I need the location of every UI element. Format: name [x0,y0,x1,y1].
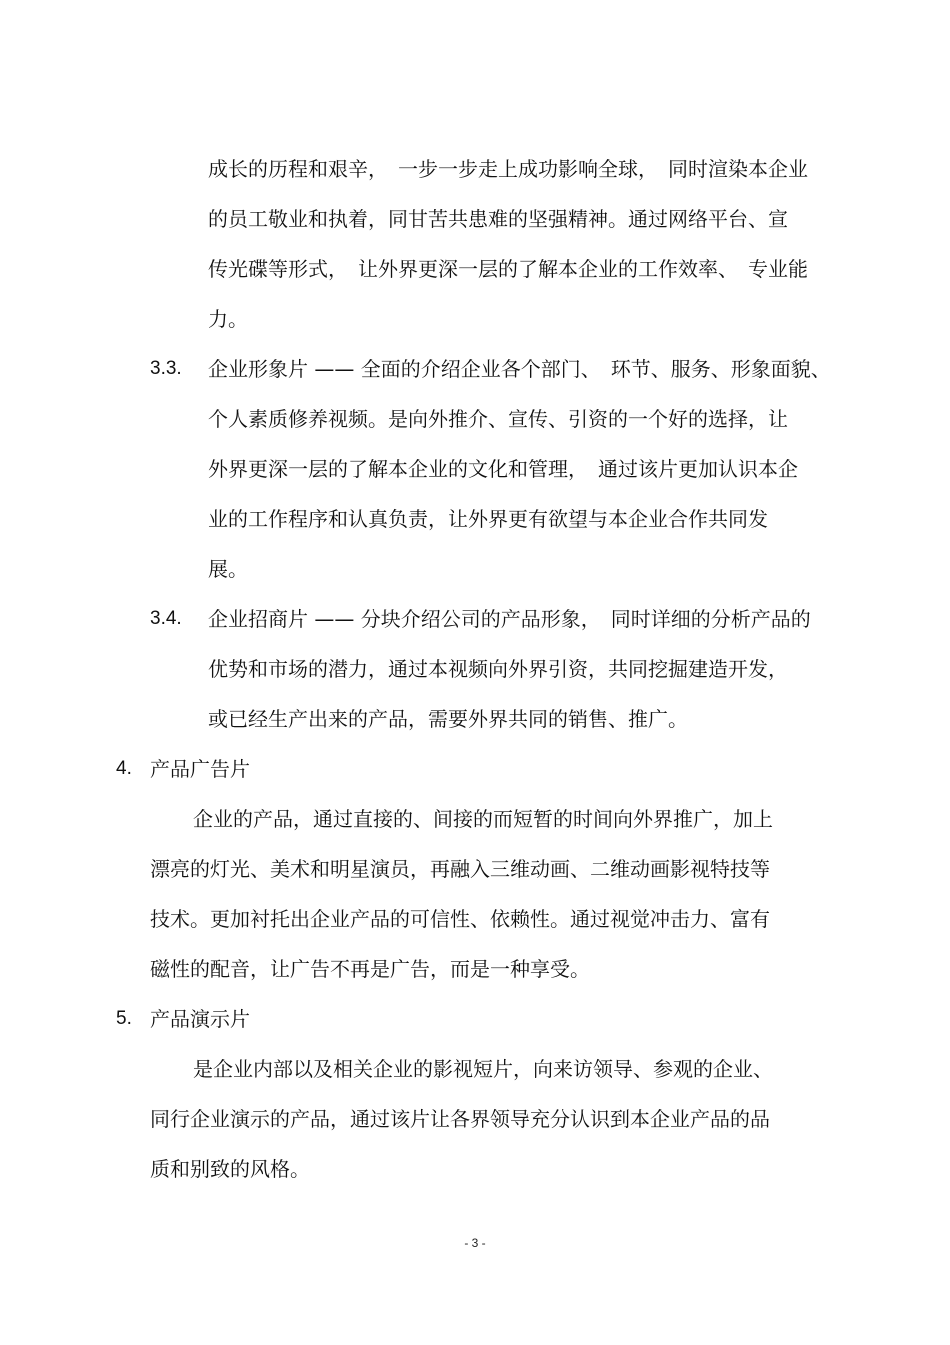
section-number-3-4: 3.4. [150,608,182,629]
text-line: 漂亮的灯光、美术和明星演员，再融入三维动画、二维动画影视特技等 [150,857,770,881]
text-line: 展。 [208,557,248,581]
text-line: 或已经生产出来的产品，需要外界共同的销售、推广。 [208,707,688,731]
text-line: 磁性的配音，让广告不再是广告，而是一种享受。 [150,957,590,981]
section-heading: 产品广告片 [150,757,250,781]
section-number-4: 4. [116,758,132,779]
text-line: 外界更深一层的了解本企业的文化和管理， 通过该片更加认识本企 [208,457,798,481]
text-line: 企业招商片 —— 分块介绍公司的产品形象， 同时详细的分析产品的 [208,607,811,631]
text-line: 质和别致的风格。 [150,1157,310,1181]
text-line: 优势和市场的潜力，通过本视频向外界引资，共同挖掘建造开发， [208,657,788,681]
text-line: 力。 [208,307,248,331]
text-line: 个人素质修养视频。是向外推介、宣传、引资的一个好的选择，让 [208,407,788,431]
page-number: - 3 - [464,1236,486,1250]
section-number-5: 5. [116,1008,132,1029]
text-line: 是企业内部以及相关企业的影视短片，向来访领导、参观的企业、 [193,1057,773,1081]
text-line: 企业的产品，通过直接的、间接的而短暂的时间向外界推广，加上 [193,807,773,831]
text-line: 成长的历程和艰辛， 一步一步走上成功影响全球， 同时渲染本企业 [208,157,808,181]
text-line: 企业形象片 —— 全面的介绍企业各个部门、 环节、服务、形象面貌、 [208,357,831,381]
text-line: 传光碟等形式， 让外界更深一层的了解本企业的工作效率、 专业能 [208,257,808,281]
text-line: 业的工作程序和认真负责，让外界更有欲望与本企业合作共同发 [208,507,768,531]
section-number-3-3: 3.3. [150,358,182,379]
section-heading: 产品演示片 [150,1007,250,1031]
text-line: 同行企业演示的产品，通过该片让各界领导充分认识到本企业产品的品 [150,1107,770,1131]
text-line: 技术。更加衬托出企业产品的可信性、依赖性。通过视觉冲击力、富有 [150,907,770,931]
text-line: 的员工敬业和执着，同甘苦共患难的坚强精神。通过网络平台、宣 [208,207,788,231]
